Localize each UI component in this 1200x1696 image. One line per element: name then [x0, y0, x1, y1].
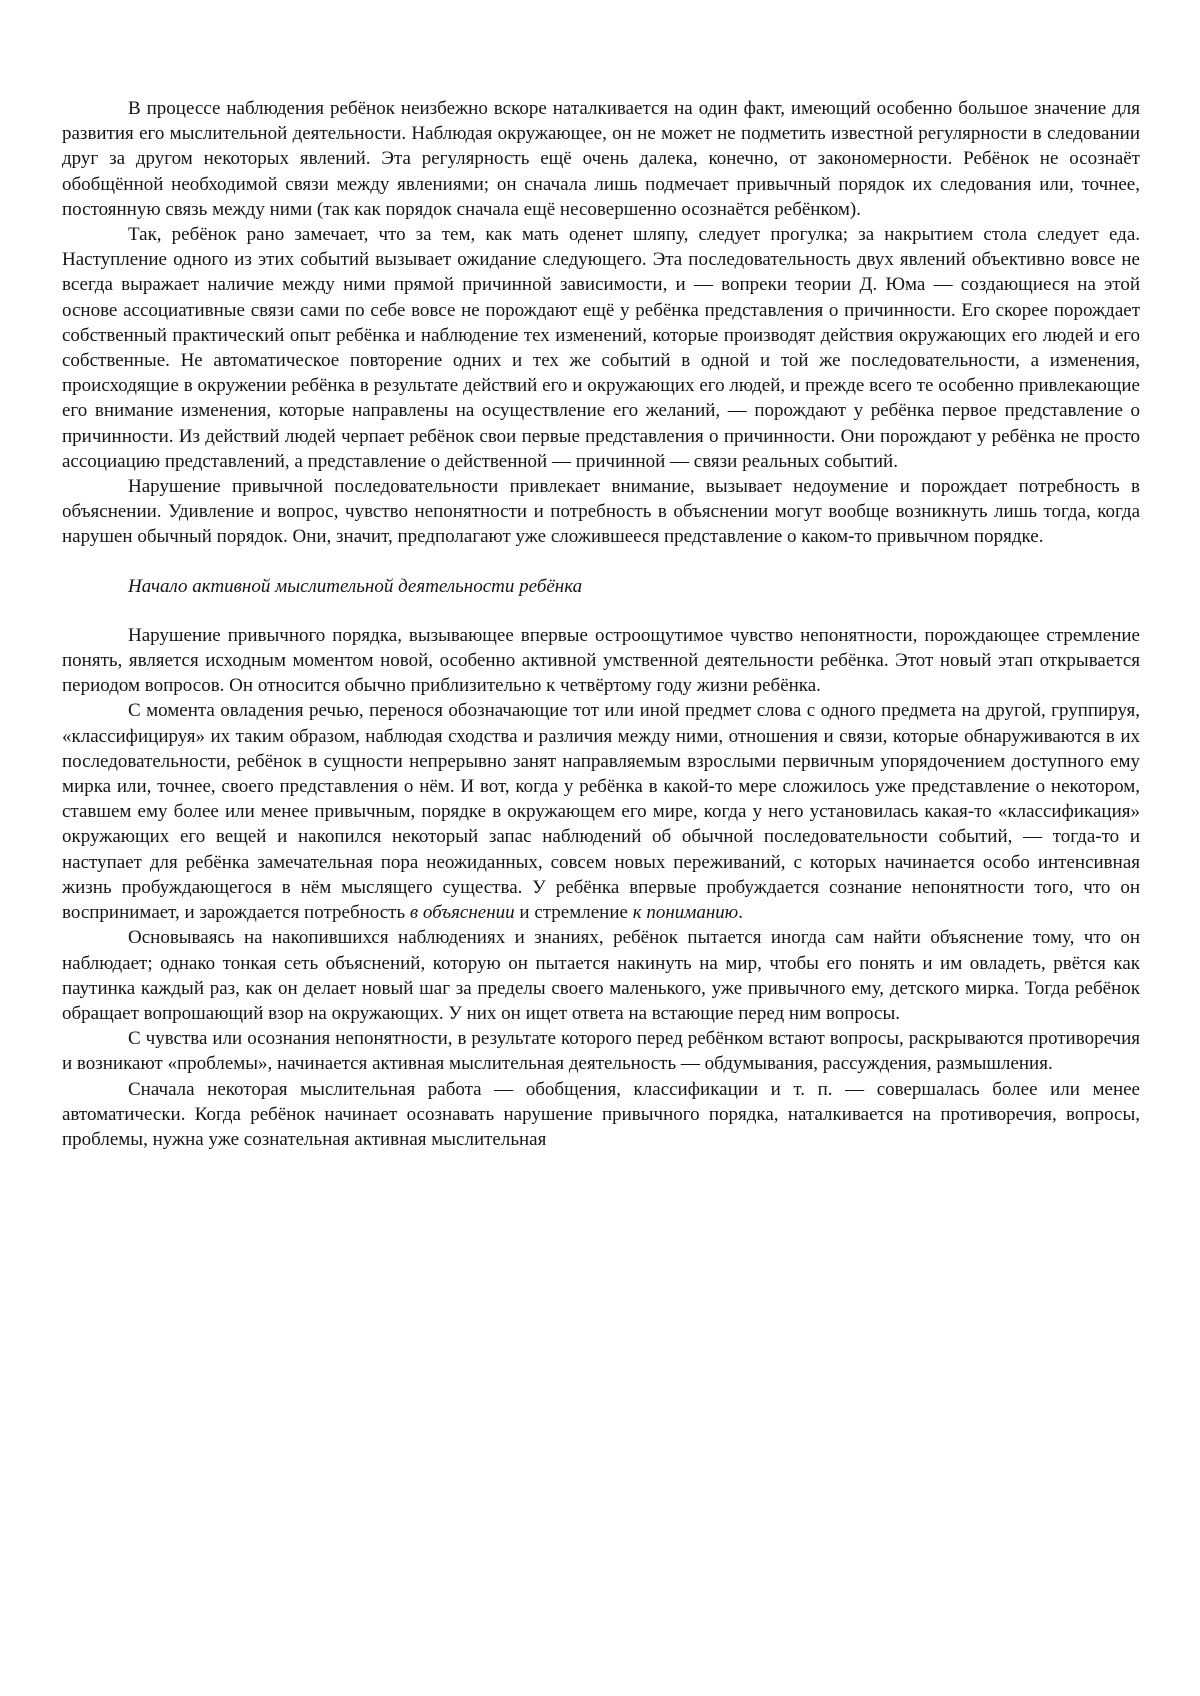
paragraph-6: Основываясь на накопившихся наблюдениях и знаниях, ребёнок пытается иногда сам найти объяснение тому, что он наблюдает; однако тонкая сеть объяснений, которую он пытается накинуть на мир, чтобы его понять и им овладеть, рвётся как паутинка каждый раз, как он делает новый шаг за пределы своего маленького, уже привычного ему, детского мирка. Тогда ребёнок обращает вопрошающий взор на окружающих. У них он ищет ответа на встающие перед ним вопросы.: [62, 927, 1140, 1024]
paragraph-1: В процессе наблюдения ребёнок неизбежно вскоре наталкивается на один факт, имеющий особенно большое значение для развития его мыслительной деятельности. Наблюдая окружающее, он не может не подметить известной регулярности в следовании друг за другом некоторых явлений. Эта регулярность ещё очень далека, конечно, от закономерности. Ребёнок не осознаёт обобщённой необходимой связи между явлениями; он сначала лишь подмечает привычный порядок их следования или, точнее, постоянную связь между ними (так как порядок сначала ещё несовершенно осознаётся ребёнком).: [62, 98, 1140, 220]
paragraph-4: Нарушение привычного порядка, вызывающее впервые остроощутимое чувство непонятности, порождающее стремление понять, является исходным моментом новой, особенно активной умственной деятельности ребёнка. Этот новый этап открывается периодом вопросов. Он относится обычно приблизительно к четвёртому году жизни ребёнка.: [62, 624, 1140, 697]
section-heading: Начало активной мыслительной деятельности ребёнка: [128, 575, 583, 597]
emphasis-explanation: в объяснении: [409, 902, 515, 924]
paragraph-5: [62, 698, 1140, 925]
paragraph-3: Нарушение привычной последовательности привлекает внимание, вызывает недоумение и порождает потребность в объяснении. Удивление и вопрос, чувство непонятности и потребность в объяснении могут вообще возникнуть лишь тогда, когда нарушен обычный порядок. Они, значит, предполагают уже сложившееся представление о каком-то привычном порядке.: [62, 476, 1140, 548]
paragraph-5-text-start: С момента овладения речью, перенося обозначающие тот или иной предмет слова с одного предмета на другой, группируя, «классифицируя» их таким образом, наблюдая сходства и различия между ними, отношения и связи, которые обнаруживаются в их последовательности, ребёнок в сущности непрерывно занят направляемым взрослыми первичным упорядочением доступного ему мирка или, точнее, своего представления о нём. И вот, когда у ребёнка в какой-то мере сложилось уже представление о некотором, ставшем ему более или менее привычным, порядке в окружающем его мире, когда у него установилась какая-то «классификация» окружающих его вещей и накопился некоторый запас наблюдений об обычной последовательности событий, — тогда-то и наступает для ребёнка замечательная пора неожиданных, совсем новых переживаний, с которых начинается особо интенсивная жизнь пробуждающегося в нём мыслящего существа. У ребёнка впервые пробуждается сознание непонятности того, что он воспринимает, и зарождается потребность: [62, 700, 1140, 924]
document-page: [62, 96, 1140, 1152]
emphasis-understanding: к пониманию: [632, 902, 739, 924]
paragraph-8: Сначала некоторая мыслительная работа — обобщения, классификации и т. п. — совершалась более или менее автоматически. Когда ребёнок начинает осознавать нарушение привычного порядка, наталкивается на противоречия, вопросы, проблемы, нужна уже сознательная активная мыслительная: [62, 1078, 1140, 1150]
paragraph-5-text-end: .: [738, 902, 743, 924]
paragraph-2: Так, ребёнок рано замечает, что за тем, как мать оденет шляпу, следует прогулка; за накрытием стола следует еда. Наступление одного из этих событий вызывает ожидание следующего. Эта последовательность двух явлений объективно вовсе не всегда выражает наличие между ними прямой причинной зависимости, и — вопреки теории Д. Юма — создающиеся на этой основе ассоциативные связи сами по себе вовсе не порождают ещё у ребёнка представления о причинности. Его скорее порождает собственный практический опыт ребёнка и наблюдение тех изменений, которые производят действия окружающих его людей и его собственные. Не автоматическое повторение одних и тех же событий в одной и той же последовательности, а изменения, происходящие в окружении ребёнка в результате действий его и окружающих его людей, и прежде всего те особенно привлекающие его внимание изменения, которые направлены на осуществление его желаний, — порождают у ребёнка первое представление о причинности. Из действий людей черпает ребёнок свои первые представления о причинности. Они порождают у ребёнка не просто ассоциацию представлений, а представление о действенной — причинной — связи реальных событий.: [62, 224, 1140, 472]
paragraph-7: С чувства или осознания непонятности, в результате которого перед ребёнком встают вопросы, раскрываются противоречия и возникают «проблемы», начинается активная мыслительная деятельность — обдумывания, рассуждения, размышления.: [62, 1028, 1140, 1075]
paragraph-5-text-middle: и стремление: [514, 902, 633, 924]
